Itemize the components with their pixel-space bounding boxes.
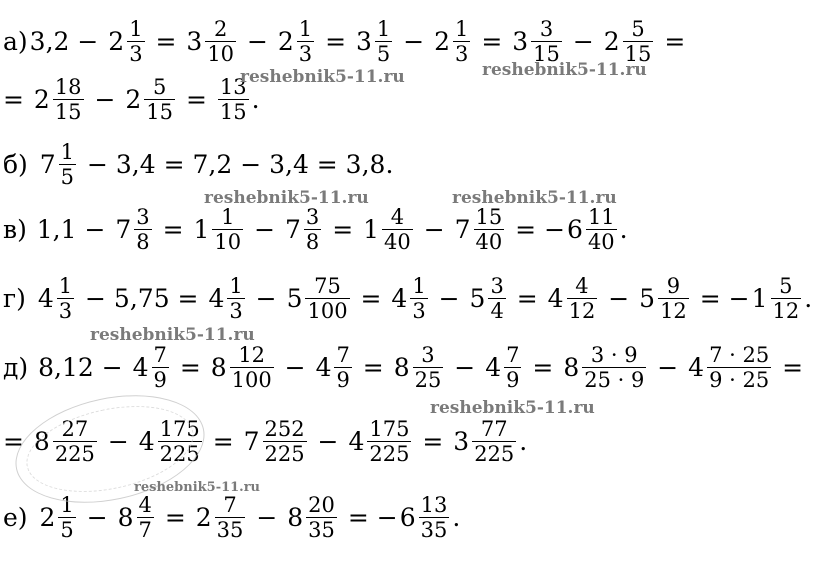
denominator: 15	[624, 42, 652, 67]
expression-text: −	[446, 353, 484, 383]
fraction	[305, 275, 349, 322]
fraction	[410, 275, 427, 322]
denominator: 225	[159, 442, 200, 467]
numerator: 1	[455, 17, 469, 41]
item-label: в)	[3, 215, 27, 245]
denominator: 40	[384, 230, 411, 255]
fraction	[334, 344, 351, 391]
numerator: 3	[421, 343, 435, 367]
denominator: 35	[216, 518, 244, 543]
denominator: 3	[298, 42, 313, 67]
whole-part: 2	[108, 27, 125, 57]
denominator: 25 · 9	[584, 368, 645, 393]
expression-text: −	[86, 85, 124, 115]
whole-part: 7	[115, 215, 132, 245]
denominator: 35	[308, 518, 335, 543]
whole-part: 4	[547, 284, 564, 314]
numerator: 3 · 9	[590, 343, 638, 367]
whole-part: 4	[348, 427, 365, 457]
expression-text: =	[3, 427, 32, 457]
whole-part: 8	[117, 503, 134, 533]
numerator: 5	[631, 17, 645, 41]
fraction	[59, 141, 76, 188]
fraction	[453, 18, 470, 65]
line-v	[2, 206, 629, 253]
numerator: 252	[264, 417, 305, 441]
expression-text: =	[147, 27, 185, 57]
numerator: 12	[238, 343, 266, 367]
whole-part: 5	[639, 284, 656, 314]
denominator: 3	[455, 42, 469, 67]
expression-text: −	[246, 215, 283, 245]
whole-part: 3	[512, 27, 529, 57]
denominator: 100	[231, 368, 272, 393]
expression-text: − 3,4 = 7,2 − 3,4 = 3,8.	[79, 150, 394, 180]
denominator: 8	[305, 230, 320, 255]
numerator: 175	[159, 417, 200, 441]
numerator: 20	[308, 493, 335, 517]
fraction	[127, 18, 144, 65]
numerator: 2	[213, 17, 228, 41]
denominator: 3	[58, 299, 73, 324]
numerator: 1	[60, 493, 74, 517]
denominator: 12	[772, 299, 800, 324]
item-label: д)	[3, 353, 29, 383]
whole-part: 7	[39, 150, 56, 180]
expression-text: =	[524, 353, 562, 383]
fraction	[504, 344, 521, 391]
whole-part: 3	[186, 27, 203, 57]
expression-text: =	[154, 215, 192, 245]
whole-part: 2	[39, 503, 56, 533]
denominator: 9	[506, 368, 520, 393]
fraction	[230, 344, 274, 391]
fraction	[144, 76, 175, 123]
numerator: 1	[298, 17, 313, 41]
denominator: 15	[219, 100, 247, 125]
fraction	[531, 18, 562, 65]
expression-text: −	[395, 27, 433, 57]
expression-text: −	[309, 427, 347, 457]
denominator: 5	[60, 165, 75, 190]
numerator: 7 · 25	[709, 343, 770, 367]
fraction	[375, 18, 392, 65]
fraction	[263, 418, 307, 465]
item-label: е)	[3, 503, 28, 533]
whole-part: 1	[193, 215, 210, 245]
denominator: 3	[412, 299, 426, 324]
expression-text: 3,2 −	[29, 27, 107, 57]
whole-part: 4	[37, 284, 54, 314]
whole-part: 8	[210, 353, 227, 383]
expression-text: −	[600, 284, 638, 314]
denominator: 9	[336, 368, 350, 393]
numerator: 9	[666, 274, 681, 298]
numerator: 27	[61, 417, 89, 441]
whole-part: 2	[603, 27, 620, 57]
fraction	[137, 494, 154, 541]
whole-part: 1	[363, 215, 380, 245]
watermark: reshebnik5-11.ru	[240, 67, 405, 87]
expression-text: .	[452, 503, 461, 533]
denominator: 15	[146, 100, 174, 125]
numerator: 7	[336, 343, 350, 367]
denominator: 40	[475, 230, 503, 255]
whole-part: 4	[485, 353, 502, 383]
fraction	[474, 206, 505, 253]
numerator: 1	[221, 205, 235, 229]
line-a-continued	[2, 76, 261, 123]
denominator: 225	[369, 442, 410, 467]
denominator: 12	[660, 299, 687, 324]
numerator: 11	[587, 205, 615, 229]
fraction	[367, 418, 411, 465]
expression-text: =	[171, 353, 209, 383]
whole-part: 7	[243, 427, 260, 457]
expression-text: =	[3, 85, 32, 115]
expression-text: − 5,75 =	[77, 284, 207, 314]
denominator: 12	[568, 299, 596, 324]
fraction	[419, 494, 450, 541]
expression-text: =	[473, 27, 511, 57]
expression-text: =	[774, 353, 804, 383]
whole-part: 4	[138, 427, 155, 457]
expression-text: = −	[691, 284, 750, 314]
numerator: 75	[314, 274, 341, 298]
expression-text: −	[430, 284, 468, 314]
whole-part: 4	[315, 353, 332, 383]
fraction	[134, 206, 151, 253]
whole-part: 2	[195, 503, 212, 533]
expression-text: −	[649, 353, 687, 383]
watermark: reshebnik5-11.ru	[482, 60, 647, 80]
item-label: б)	[3, 150, 28, 180]
expression-text: −	[247, 284, 285, 314]
item-label: а)	[3, 27, 28, 57]
denominator: 10	[214, 230, 242, 255]
numerator: 1	[58, 274, 73, 298]
whole-part: 3	[356, 27, 372, 57]
expression-text: =	[178, 85, 215, 115]
denominator: 35	[420, 518, 448, 543]
numerator: 77	[480, 417, 508, 441]
fraction	[297, 18, 314, 65]
expression-text: .	[804, 284, 813, 314]
whole-part: 6	[567, 215, 583, 245]
fraction	[413, 344, 444, 391]
whole-part: 5	[469, 284, 486, 314]
whole-part: 4	[208, 284, 225, 314]
expression-text: =	[508, 284, 546, 314]
numerator: 1	[60, 140, 75, 164]
numerator: 4	[575, 274, 589, 298]
expression-text: = −	[339, 503, 398, 533]
expression-text: 8,12 −	[30, 353, 131, 383]
fraction	[57, 275, 74, 322]
line-g	[2, 275, 813, 322]
denominator: 4	[490, 299, 504, 324]
watermark: reshebnik5-11.ru	[134, 480, 261, 495]
fraction	[382, 206, 413, 253]
fraction	[771, 275, 802, 322]
expression-text: =	[414, 427, 452, 457]
watermark: reshebnik5-11.ru	[204, 188, 369, 208]
fraction	[215, 494, 246, 541]
expression-text: = −	[507, 215, 566, 245]
numerator: 7	[153, 343, 167, 367]
watermark: reshebnik5-11.ru	[452, 188, 617, 208]
whole-part: 8	[393, 353, 410, 383]
expression-text: .	[251, 85, 260, 115]
whole-part: 2	[33, 85, 50, 115]
whole-part: 7	[454, 215, 471, 245]
whole-part: 7	[284, 215, 301, 245]
numerator: 18	[54, 75, 82, 99]
numerator: 13	[219, 75, 247, 99]
numerator: 4	[138, 493, 152, 517]
expression-text: .	[519, 427, 528, 457]
expression-text: 1,1 −	[28, 215, 114, 245]
numerator: 3	[490, 274, 504, 298]
fraction	[623, 18, 654, 65]
fraction	[205, 18, 236, 65]
line-b	[2, 141, 394, 188]
fraction	[586, 206, 617, 253]
expression-text: =	[324, 215, 362, 245]
expression-text: =	[352, 284, 390, 314]
denominator: 8	[136, 230, 150, 255]
denominator: 100	[307, 299, 348, 324]
denominator: 225	[474, 442, 515, 467]
expression-text: −	[248, 503, 286, 533]
whole-part: 5	[286, 284, 303, 314]
fraction	[227, 275, 244, 322]
numerator: 15	[475, 205, 503, 229]
numerator: 7	[506, 343, 520, 367]
denominator: 3	[229, 299, 243, 324]
expression-text: =	[317, 27, 355, 57]
denominator: 225	[54, 442, 95, 467]
whole-part: 4	[688, 353, 705, 383]
fraction	[707, 344, 771, 391]
whole-part: 1	[751, 284, 768, 314]
expression-text: =	[156, 503, 194, 533]
denominator: 7	[138, 518, 152, 543]
numerator: 4	[390, 205, 405, 229]
numerator: 3	[539, 17, 554, 41]
denominator: 225	[264, 442, 305, 467]
line-d	[2, 344, 804, 391]
item-label: г)	[3, 284, 26, 314]
whole-part: 8	[33, 427, 50, 457]
expression-text: −	[78, 503, 116, 533]
expression-text: =	[656, 27, 686, 57]
expression-text: −	[415, 215, 453, 245]
denominator: 15	[533, 42, 560, 67]
expression-text: −	[276, 353, 314, 383]
line-a	[2, 18, 686, 65]
fraction	[304, 206, 321, 253]
fraction	[488, 275, 505, 322]
expression-text: −	[564, 27, 602, 57]
numerator: 5	[152, 75, 167, 99]
whole-part: 2	[434, 27, 451, 57]
whole-part: 8	[287, 503, 304, 533]
fraction	[567, 275, 598, 322]
denominator: 9 · 25	[709, 368, 770, 393]
whole-part: 2	[277, 27, 294, 57]
fraction	[582, 344, 646, 391]
numerator: 7	[223, 493, 237, 517]
denominator: 3	[129, 42, 143, 67]
denominator: 25	[414, 368, 442, 393]
numerator: 3	[305, 205, 320, 229]
expression-text: =	[204, 427, 242, 457]
expression-text: −	[99, 427, 137, 457]
whole-part: 2	[125, 85, 142, 115]
denominator: 40	[587, 230, 615, 255]
fraction	[658, 275, 689, 322]
numerator: 1	[129, 17, 143, 41]
fraction	[212, 206, 243, 253]
whole-part: 4	[132, 353, 149, 383]
numerator: 1	[376, 17, 391, 41]
fraction	[152, 344, 169, 391]
expression-text: −	[239, 27, 276, 57]
denominator: 5	[60, 518, 74, 543]
numerator: 5	[779, 274, 793, 298]
fraction	[472, 418, 516, 465]
expression-text: =	[354, 353, 392, 383]
fraction	[53, 76, 84, 123]
watermark: reshebnik5-11.ru	[430, 398, 595, 418]
whole-part: 8	[563, 353, 580, 383]
expression-text	[27, 286, 37, 311]
whole-part: 6	[399, 503, 416, 533]
whole-part: 4	[391, 284, 408, 314]
denominator: 10	[207, 42, 235, 67]
numerator: 3	[136, 205, 150, 229]
expression-text	[29, 505, 39, 530]
numerator: 13	[420, 493, 448, 517]
numerator: 1	[412, 274, 426, 298]
denominator: 15	[54, 100, 82, 125]
watermark: reshebnik5-11.ru	[90, 325, 255, 345]
numerator: 175	[369, 417, 410, 441]
numerator: 1	[229, 274, 243, 298]
expression-text	[29, 152, 39, 177]
denominator: 5	[376, 42, 391, 67]
denominator: 9	[153, 368, 167, 393]
expression-text: .	[619, 215, 628, 245]
whole-part: 3	[453, 427, 470, 457]
fraction	[306, 494, 337, 541]
